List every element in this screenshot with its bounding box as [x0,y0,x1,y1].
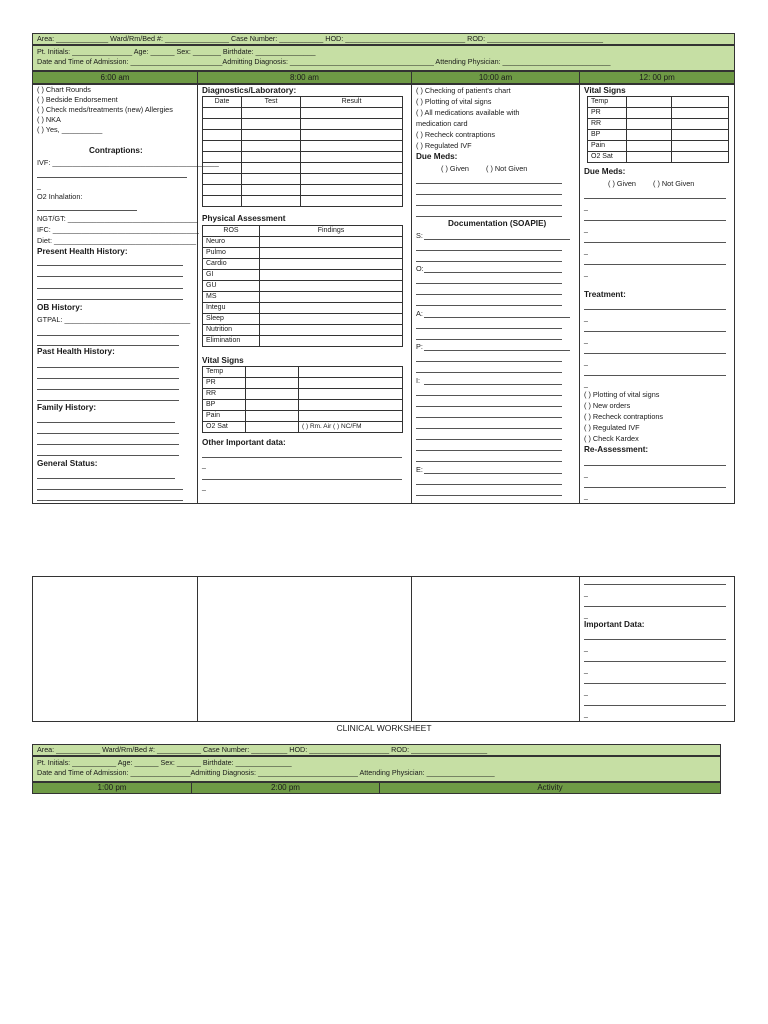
soapie-s-label: S: [416,231,423,240]
blank-line[interactable] [424,239,570,240]
ros-label: GU [203,281,260,292]
checklist-item[interactable]: ( ) Check Kardex [584,434,639,443]
table-row[interactable] [588,119,729,130]
table-row[interactable] [203,237,403,248]
dash-mark: _ [584,226,588,233]
time-slot-10am: 10:00 am [411,71,580,84]
table-row[interactable] [203,411,403,422]
present-health-title: Present Health History: [37,247,128,256]
reassessment-title: Re-Assessment: [584,445,649,454]
table-row[interactable] [588,152,729,163]
ros-label: Neuro [203,237,260,248]
table-header-row [203,226,403,237]
table-row[interactable] [203,281,403,292]
blank-line[interactable] [37,455,179,456]
important-data-title: Important Data: [584,620,645,629]
patient-info-text: Pt. Initials: _______________ Age: ______ Sex: _______ Birthdate: _______________ [37,47,316,56]
blank-line[interactable] [416,361,562,362]
checklist-item[interactable]: ( ) New orders [584,401,631,410]
table-row[interactable] [203,292,403,303]
table-row[interactable] [588,97,729,108]
family-history-title: Family History: [37,403,97,412]
blank-line[interactable] [416,406,562,407]
table-row[interactable] [203,152,403,163]
o2-option[interactable]: ( ) Rm. Air ( ) NC/FM [299,422,403,433]
dash-mark: _ [202,462,206,469]
blank-line[interactable] [584,309,726,310]
blank-line[interactable] [424,384,562,385]
ros-label: MS [203,292,260,303]
blank-line[interactable] [416,372,562,373]
vital-label: RR [203,389,246,400]
blank-line[interactable] [584,487,726,488]
blank-line[interactable] [416,305,562,306]
dash-mark: _ [584,667,588,674]
blank-line[interactable] [416,283,562,284]
blank-line[interactable] [424,317,570,318]
physical-assessment-title: Physical Assessment [202,214,286,223]
vital-label: Temp [588,97,627,108]
vital-label: Pain [203,411,246,422]
blank-line[interactable] [37,500,183,501]
vital-label: PR [588,108,627,119]
dash-mark: _ [584,337,588,344]
dash-mark: _ [584,270,588,277]
ros-label: Nutrition [203,325,260,336]
soapie-title: Documentation (SOAPIE) [448,219,547,228]
blank-line[interactable] [37,335,179,336]
checklist-item[interactable]: ( ) Yes, __________ [37,125,103,134]
column-header: Result [301,97,403,108]
ros-label: GI [203,270,260,281]
blank-line[interactable] [584,584,726,585]
blank-line[interactable] [416,339,562,340]
blank-line[interactable] [584,264,726,265]
blank-line[interactable] [584,353,726,354]
blank-line[interactable] [416,461,562,462]
worksheet-title: CLINICAL WORKSHEET [336,723,432,733]
table-row[interactable] [203,108,403,119]
blank-line[interactable] [416,216,562,217]
blank-line[interactable] [416,205,562,206]
checklist-item[interactable]: ( ) Regulated IVF [416,141,472,150]
dash-mark: _ [584,711,588,718]
vital-signs-table [587,96,729,163]
dash-mark: _ [584,689,588,696]
time-slot-6am: 6:00 am [32,71,198,84]
vital-label: BP [588,130,627,141]
blank-line[interactable] [416,395,562,396]
blank-line[interactable] [37,177,187,178]
table-row[interactable] [203,422,403,433]
diagnostics-table [202,96,403,207]
blank-line[interactable] [37,422,175,423]
o2-inhalation-field[interactable]: O2 Inhalation: [37,192,83,201]
not-given-option[interactable]: ( ) Not Given [653,179,695,188]
column-header: Findings [260,226,403,237]
given-option[interactable]: ( ) Given [608,179,636,188]
table-header-row [203,97,403,108]
physical-assessment-table [202,225,403,347]
past-health-title: Past Health History: [37,347,115,356]
blank-line[interactable] [584,606,726,607]
blank-line[interactable] [424,473,562,474]
vital-label: BP [203,400,246,411]
ob-history-title: OB History: [37,303,83,312]
table-row[interactable] [588,141,729,152]
blank-line[interactable] [37,400,179,401]
table-row[interactable] [203,325,403,336]
dash-mark: _ [584,590,588,597]
time-slot-2pm: 2:00 pm [191,782,380,794]
header-row-2 [32,45,735,71]
blank-line[interactable] [37,367,179,368]
blank-line[interactable] [584,465,726,466]
soapie-e-label: E: [416,465,423,474]
ros-label: Pulmo [203,248,260,259]
blank-line[interactable] [584,331,726,332]
blank-line[interactable] [37,345,179,346]
admission-info-text: Date and Time of Admission: _______________Admitting Diagnosis: _________________________ Attending Physician: _________________ [37,768,495,777]
vital-signs-title: Vital Signs [202,356,244,365]
table-row[interactable] [203,303,403,314]
diet-field[interactable]: Diet: ___________________________________ [37,236,197,245]
table-row[interactable] [203,259,403,270]
given-option[interactable]: ( ) Given [441,164,469,173]
soapie-a-label: A: [416,309,423,318]
table-row[interactable] [588,130,729,141]
table-row[interactable] [203,314,403,325]
table-row[interactable] [203,185,403,196]
blank-line[interactable] [584,198,726,199]
header-row-1 [32,33,735,45]
blank-line[interactable] [416,439,562,440]
header2-row-1-text: Area: ___________ Ward/Rm/Bed #: ___________ Case Number: _________ HOD: ____________________ ROD: ___________________ [37,745,488,754]
treatment-title: Treatment: [584,290,626,299]
ifc-field[interactable]: IFC: ____________________________________ [37,225,199,234]
ros-label: Integu [203,303,260,314]
vital-label: O2 Sat [588,152,627,163]
dash-mark: _ [584,315,588,322]
blank-line[interactable] [416,294,562,295]
blank-line[interactable] [584,220,726,221]
blank-line[interactable] [416,450,562,451]
ros-label: Elimination [203,336,260,347]
dash-mark: _ [584,612,588,619]
admission-info-text: Date and Time of Admission: _______________________Admitting Diagnosis: ____________________________________ Attending Physician: ___________________________ [37,57,611,66]
lower-grid [32,576,735,722]
checklist-item-cont: medication card [416,119,468,128]
table-row[interactable] [203,141,403,152]
blank-line[interactable] [202,457,402,458]
checklist-item[interactable]: ( ) Chart Rounds [37,85,91,94]
table-row[interactable] [203,130,403,141]
column-header: ROS [203,226,260,237]
blank-line[interactable] [37,478,175,479]
blank-line[interactable] [416,183,562,184]
blank-line[interactable] [37,288,183,289]
column-header: Date [203,97,242,108]
vital-label: O2 Sat [203,422,246,433]
due-meds-title: Due Meds: [416,152,458,161]
general-status-title: General Status: [37,459,98,468]
blank-line[interactable] [584,661,726,662]
blank-line[interactable] [37,265,183,266]
patient-info-text: Pt. Initials: ___________ Age: ______ Sex: ______ Birthdate: ______________ [37,758,292,767]
not-given-option[interactable]: ( ) Not Given [486,164,528,173]
dash-mark: _ [584,204,588,211]
checklist-item[interactable]: ( ) Plotting of vital signs [584,390,660,399]
soapie-o-label: O: [416,264,424,273]
dash-mark: _ [202,484,206,491]
checklist-item[interactable]: ( ) Plotting of vital signs [416,97,492,106]
vital-label: Pain [588,141,627,152]
blank-line[interactable] [584,242,726,243]
blank-line[interactable] [37,389,179,390]
blank-line[interactable] [37,378,179,379]
blank-line[interactable] [416,495,562,496]
gtpal-field[interactable]: GTPAL: _______________________________ [37,315,191,324]
table-row[interactable] [203,119,403,130]
dash-mark: _ [584,645,588,652]
table-row[interactable] [203,196,403,207]
vital-label: Temp [203,367,246,378]
table-row[interactable] [203,378,403,389]
dash-mark: _ [584,359,588,366]
dash-mark: _ [584,471,588,478]
checklist-item[interactable]: ( ) Check meds/treatments (new) Allergies [37,105,173,114]
vital-label: RR [588,119,627,130]
blank-line[interactable] [37,444,179,445]
time-slot-1pm: 1:00 pm [32,782,192,794]
table-row[interactable] [203,163,403,174]
column-header: Test [242,97,301,108]
blank-line[interactable] [584,375,726,376]
vital-signs-title: Vital Signs [584,86,626,95]
table-row[interactable] [203,367,403,378]
checklist-item[interactable]: ( ) Regulated IVF [584,423,640,432]
header2-row-2 [32,756,721,782]
table-row[interactable] [203,336,403,347]
blank-line[interactable] [37,210,137,211]
column-divider [579,84,580,504]
blank-line[interactable] [584,639,726,640]
header-row-1-text: Area: _____________ Ward/Rm/Bed #: ________________ Case Number: ___________ HOD: ______________________________ ROD: _____________________________ [37,34,604,43]
table-row[interactable] [203,248,403,259]
due-meds-title: Due Meds: [584,167,626,176]
table-row[interactable] [203,389,403,400]
table-row[interactable] [588,108,729,119]
ivf-field[interactable]: IVF: _________________________________________ [37,158,219,167]
column-divider [197,576,198,722]
blank-line[interactable] [424,272,562,273]
column-divider [411,84,412,504]
contraptions-title: Contraptions: [89,146,143,155]
blank-line[interactable] [416,484,562,485]
blank-line[interactable] [416,250,562,251]
blank-line[interactable] [37,489,183,490]
dash-mark: _ [584,493,588,500]
table-row[interactable] [203,270,403,281]
ros-label: Sleep [203,314,260,325]
activity-header: Activity [379,782,721,794]
other-important-title: Other Important data: [202,438,286,447]
blank-line[interactable] [416,194,562,195]
time-slot-12pm: 12: 00 pm [579,71,735,84]
column-divider [197,84,198,504]
time-slot-8am: 8:00 am [197,71,412,84]
dash-mark: _ [584,248,588,255]
blank-line[interactable] [37,276,183,277]
blank-line[interactable] [416,417,562,418]
blank-line[interactable] [584,683,726,684]
soapie-i-label: I: [416,376,421,385]
blank-line[interactable] [424,350,570,351]
dash-mark: _ [37,183,41,190]
diagnostics-title: Diagnostics/Laboratory: [202,86,297,95]
ngt-field[interactable]: NGT/GT: ________________________________ [37,214,198,223]
blank-line[interactable] [416,261,562,262]
vital-label: PR [203,378,246,389]
blank-line[interactable] [37,433,179,434]
checklist-item[interactable]: ( ) Recheck contraptions [416,130,496,139]
blank-line[interactable] [416,328,562,329]
checklist-item[interactable]: ( ) Recheck contraptions [584,412,664,421]
dash-mark: _ [584,381,588,388]
ros-label: Cardio [203,259,260,270]
checklist-item[interactable]: ( ) Bedside Endorsement [37,95,118,104]
table-row[interactable] [203,174,403,185]
checklist-item[interactable]: ( ) NKA [37,115,61,124]
table-row[interactable] [203,400,403,411]
checklist-item[interactable]: ( ) Checking of patient's chart [416,86,511,95]
soapie-p-label: P: [416,342,423,351]
column-divider [579,576,580,722]
vital-signs-table [202,366,403,433]
checklist-item[interactable]: ( ) All medications available with [416,108,520,117]
blank-line[interactable] [416,428,562,429]
blank-line[interactable] [584,705,726,706]
column-divider [411,576,412,722]
blank-line[interactable] [37,299,183,300]
blank-line[interactable] [202,479,402,480]
header2-row-1 [32,744,721,756]
